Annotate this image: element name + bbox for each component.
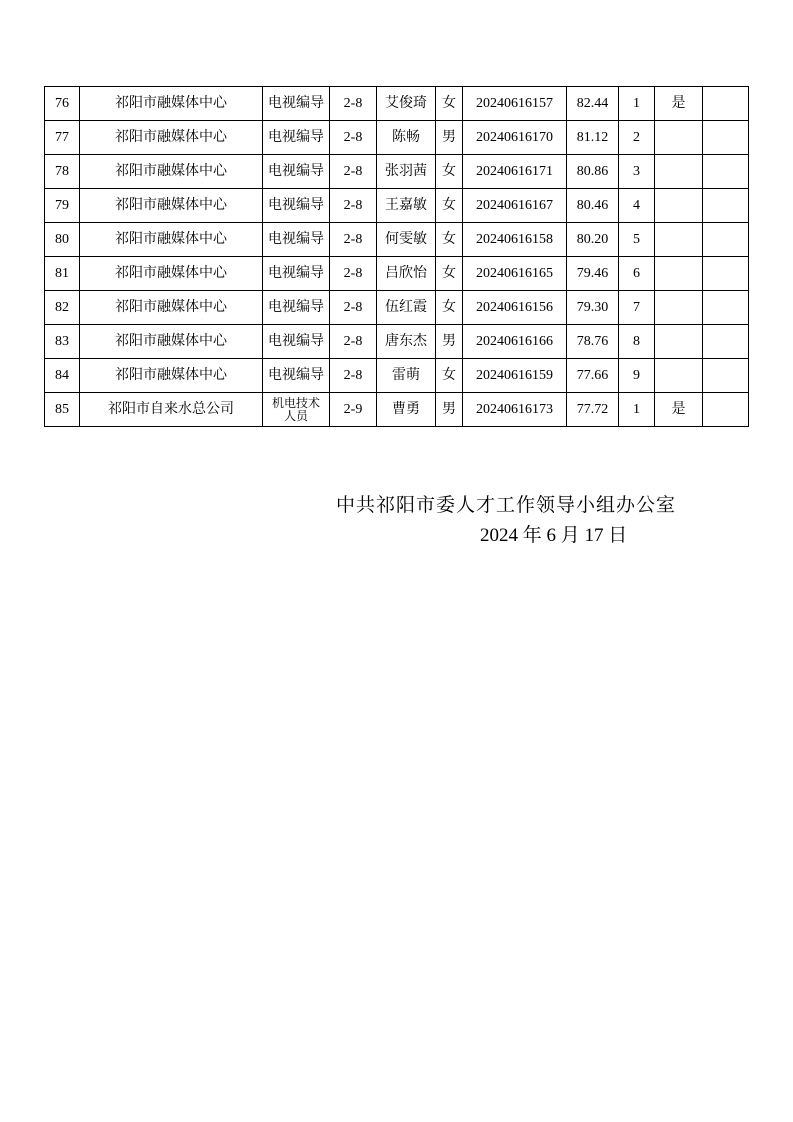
cell-gender: 女 (436, 223, 463, 257)
cell-gender: 男 (436, 393, 463, 427)
cell-post: 电视编导 (263, 325, 330, 359)
cell-gender: 男 (436, 121, 463, 155)
cell-seq-no: 85 (45, 393, 80, 427)
cell-post-code: 2-8 (330, 359, 377, 393)
cell-name: 伍红霞 (377, 291, 436, 325)
cell-ticket-no: 20240616167 (463, 189, 567, 223)
issue-date: 2024 年 6 月 17 日 (480, 525, 628, 546)
cell-enter-exam: 是 (655, 87, 703, 121)
cell-name: 陈畅 (377, 121, 436, 155)
cell-seq-no: 82 (45, 291, 80, 325)
cell-post (263, 393, 330, 427)
cell-enter-exam (655, 189, 703, 223)
cell-rank: 8 (619, 325, 655, 359)
cell-gender: 女 (436, 155, 463, 189)
cell-post-code: 2-8 (330, 121, 377, 155)
cell-post: 电视编导 (263, 155, 330, 189)
cell-name: 王嘉敏 (377, 189, 436, 223)
cell-name: 曹勇 (377, 393, 436, 427)
table-row (45, 359, 749, 393)
table-row (45, 87, 749, 121)
cell-score: 79.46 (567, 257, 619, 291)
cell-enter-exam (655, 359, 703, 393)
cell-unit: 祁阳市融媒体中心 (80, 121, 263, 155)
cell-seq-no: 80 (45, 223, 80, 257)
cell-note (703, 257, 749, 291)
cell-name: 何雯敏 (377, 223, 436, 257)
cell-ticket-no: 20240616156 (463, 291, 567, 325)
cell-rank: 2 (619, 121, 655, 155)
cell-rank: 3 (619, 155, 655, 189)
cell-ticket-no: 20240616165 (463, 257, 567, 291)
cell-name: 吕欣怡 (377, 257, 436, 291)
cell-score: 79.30 (567, 291, 619, 325)
cell-unit: 祁阳市融媒体中心 (80, 87, 263, 121)
cell-unit: 祁阳市融媒体中心 (80, 325, 263, 359)
cell-post-code: 2-8 (330, 223, 377, 257)
cell-note (703, 223, 749, 257)
cell-ticket-no: 20240616158 (463, 223, 567, 257)
cell-seq-no: 78 (45, 155, 80, 189)
cell-post: 电视编导 (263, 87, 330, 121)
cell-unit: 祁阳市融媒体中心 (80, 291, 263, 325)
cell-note (703, 121, 749, 155)
cell-seq-no: 79 (45, 189, 80, 223)
cell-note (703, 325, 749, 359)
table-body (45, 87, 749, 427)
cell-enter-exam (655, 121, 703, 155)
cell-rank: 4 (619, 189, 655, 223)
cell-rank: 5 (619, 223, 655, 257)
cell-post-code: 2-9 (330, 393, 377, 427)
table-row (45, 189, 749, 223)
cell-ticket-no: 20240616157 (463, 87, 567, 121)
cell-gender: 女 (436, 189, 463, 223)
cell-post-code: 2-8 (330, 155, 377, 189)
cell-unit: 祁阳市融媒体中心 (80, 257, 263, 291)
cell-rank: 1 (619, 87, 655, 121)
cell-enter-exam: 是 (655, 393, 703, 427)
table-row (45, 257, 749, 291)
cell-rank: 9 (619, 359, 655, 393)
cell-ticket-no: 20240616173 (463, 393, 567, 427)
cell-post-text: 机电技术人员 (271, 395, 320, 423)
table-row (45, 393, 749, 427)
cell-rank: 6 (619, 257, 655, 291)
cell-post-code: 2-8 (330, 257, 377, 291)
cell-enter-exam (655, 223, 703, 257)
cell-note (703, 87, 749, 121)
cell-seq-no: 81 (45, 257, 80, 291)
cell-unit: 祁阳市自来水总公司 (80, 393, 263, 427)
cell-ticket-no: 20240616171 (463, 155, 567, 189)
cell-ticket-no: 20240616170 (463, 121, 567, 155)
cell-unit: 祁阳市融媒体中心 (80, 359, 263, 393)
cell-name: 雷萌 (377, 359, 436, 393)
cell-unit: 祁阳市融媒体中心 (80, 189, 263, 223)
cell-enter-exam (655, 257, 703, 291)
cell-enter-exam (655, 291, 703, 325)
cell-gender: 女 (436, 87, 463, 121)
issuing-organization: 中共祁阳市委人才工作领导小组办公室 (336, 494, 677, 516)
cell-post: 电视编导 (263, 359, 330, 393)
cell-post: 电视编导 (263, 291, 330, 325)
cell-note (703, 291, 749, 325)
cell-unit: 祁阳市融媒体中心 (80, 155, 263, 189)
table-row (45, 155, 749, 189)
cell-gender: 女 (436, 359, 463, 393)
cell-score: 77.72 (567, 393, 619, 427)
cell-ticket-no: 20240616159 (463, 359, 567, 393)
cell-score: 77.66 (567, 359, 619, 393)
cell-post: 电视编导 (263, 223, 330, 257)
cell-note (703, 393, 749, 427)
cell-note (703, 155, 749, 189)
cell-post-code: 2-8 (330, 325, 377, 359)
cell-enter-exam (655, 155, 703, 189)
cell-post: 电视编导 (263, 189, 330, 223)
table-row (45, 325, 749, 359)
cell-enter-exam (655, 325, 703, 359)
cell-unit: 祁阳市融媒体中心 (80, 223, 263, 257)
cell-gender: 女 (436, 257, 463, 291)
cell-seq-no: 84 (45, 359, 80, 393)
cell-ticket-no: 20240616166 (463, 325, 567, 359)
cell-gender: 男 (436, 325, 463, 359)
cell-score: 81.12 (567, 121, 619, 155)
cell-post-code: 2-8 (330, 189, 377, 223)
cell-post: 电视编导 (263, 121, 330, 155)
table-row (45, 223, 749, 257)
cell-seq-no: 77 (45, 121, 80, 155)
results-table (44, 86, 749, 427)
cell-note (703, 189, 749, 223)
cell-post-code: 2-8 (330, 87, 377, 121)
cell-score: 82.44 (567, 87, 619, 121)
cell-seq-no: 76 (45, 87, 80, 121)
cell-post-code: 2-8 (330, 291, 377, 325)
cell-gender: 女 (436, 291, 463, 325)
cell-name: 唐东杰 (377, 325, 436, 359)
cell-name: 张羽茜 (377, 155, 436, 189)
cell-score: 78.76 (567, 325, 619, 359)
cell-rank: 7 (619, 291, 655, 325)
cell-note (703, 359, 749, 393)
cell-name: 艾俊琦 (377, 87, 436, 121)
table-row (45, 121, 749, 155)
table-row (45, 291, 749, 325)
cell-score: 80.20 (567, 223, 619, 257)
cell-post: 电视编导 (263, 257, 330, 291)
cell-seq-no: 83 (45, 325, 80, 359)
cell-rank: 1 (619, 393, 655, 427)
cell-score: 80.86 (567, 155, 619, 189)
cell-score: 80.46 (567, 189, 619, 223)
